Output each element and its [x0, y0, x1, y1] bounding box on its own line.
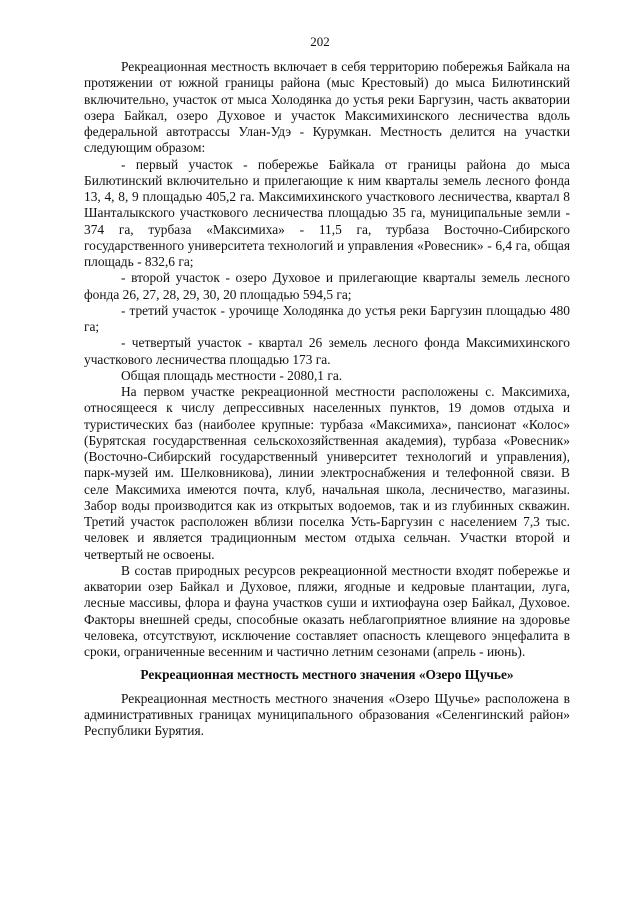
paragraph-fourth-plot: - четвертый участок - квартал 26 земель лесного фонда Максимихинского участкового лесничества площадью 173 га.: [84, 335, 570, 367]
paragraph-lake-shchuchye: Рекреационная местность местного значения «Озеро Щучье» расположена в административных границах муниципального образования «Селенгинский район» Республики Бурятия.: [84, 690, 570, 738]
paragraph-first-plot-description: На первом участке рекреационной местности расположены с. Максимиха, относящееся к числу депрессивных населенных пунктов, 19 домов отдыха и туристических баз (наиболее крупные: турбаза «Максимиха», пансионат «Колос» (Бурятская государственная сельскохозяйственная академия), турбаза «Ровесник» (Восточно-Сибирский государственный университет технологий и управления), парк-музей им. Шелковникова), линии электроснабжения и телефонной связи. В селе Максимиха имеются почта, клуб, начальная школа, лесничество, магазины. Забор воды производится как из открытых водоемов, так и из глубинных скважин. Третий участок расположен вблизи поселка Усть-Баргузин с населением 7,3 тыс. человек и является традиционным местом отдыха сельчан. Участки второй и четвертый не освоены.: [84, 384, 570, 562]
paragraph-second-plot: - второй участок - озеро Духовое и прилегающие кварталы земель лесного фонда 26, 27, 28, 29, 30, 20 площадью 594,5 га;: [84, 270, 570, 302]
paragraph-intro: Рекреационная местность включает в себя территорию побережья Байкала на протяжении от южной границы района (мыс Крестовый) до мыса Билютинский включительно, участок от мыса Холодянка до устья реки Баргузин, часть акватории озера Байкал, озеро Духовое и участок Максимихинского лесничества вдоль федеральной автотрассы Улан-Удэ - Курумкан. Местность делится на участки следующим образом:: [84, 59, 570, 156]
section-heading: Рекреационная местность местного значения «Озеро Щучье»: [140, 667, 514, 683]
page-number: 202: [310, 34, 330, 49]
document-body: [84, 59, 570, 739]
paragraph-total-area: Общая площадь местности - 2080,1 га.: [121, 367, 343, 383]
paragraph-first-plot: - первый участок - побережье Байкала от границы района до мыса Билютинский включительно и прилегающие к ним кварталы земель лесного фонда 13, 4, 8, 9 площадью 405,2 га. Максимихинского участкового лесничества, квартал 8 Шанталыкского участкового лесничества площадью 35 га, муниципальные земли - 374 га, турбаза «Максимиха» - 11,5 га, турбаза Восточно-Сибирского государственного университета технологий и управления «Ровесник» - 6,4 га, общая площадь - 832,6 га;: [84, 156, 570, 269]
paragraph-third-plot: - третий участок - урочище Холодянка до устья реки Баргузин площадью 480 га;: [84, 302, 570, 334]
paragraph-natural-resources: В состав природных ресурсов рекреационной местности входят побережье и акватории озер Байкал и Духовое, пляжи, ягодные и кедровые плантации, луга, лесные массивы, флора и фауна участков суши и ихтиофауна озер Байкал, Духовое. Факторы внешней среды, способные оказать неблагоприятное влияние на здоровье человека, отсутствуют, исключение составляет опасность клещевого энцефалита в сроки, ограниченные весенним и частично летним сезонами (апрель - июнь).: [84, 562, 570, 659]
